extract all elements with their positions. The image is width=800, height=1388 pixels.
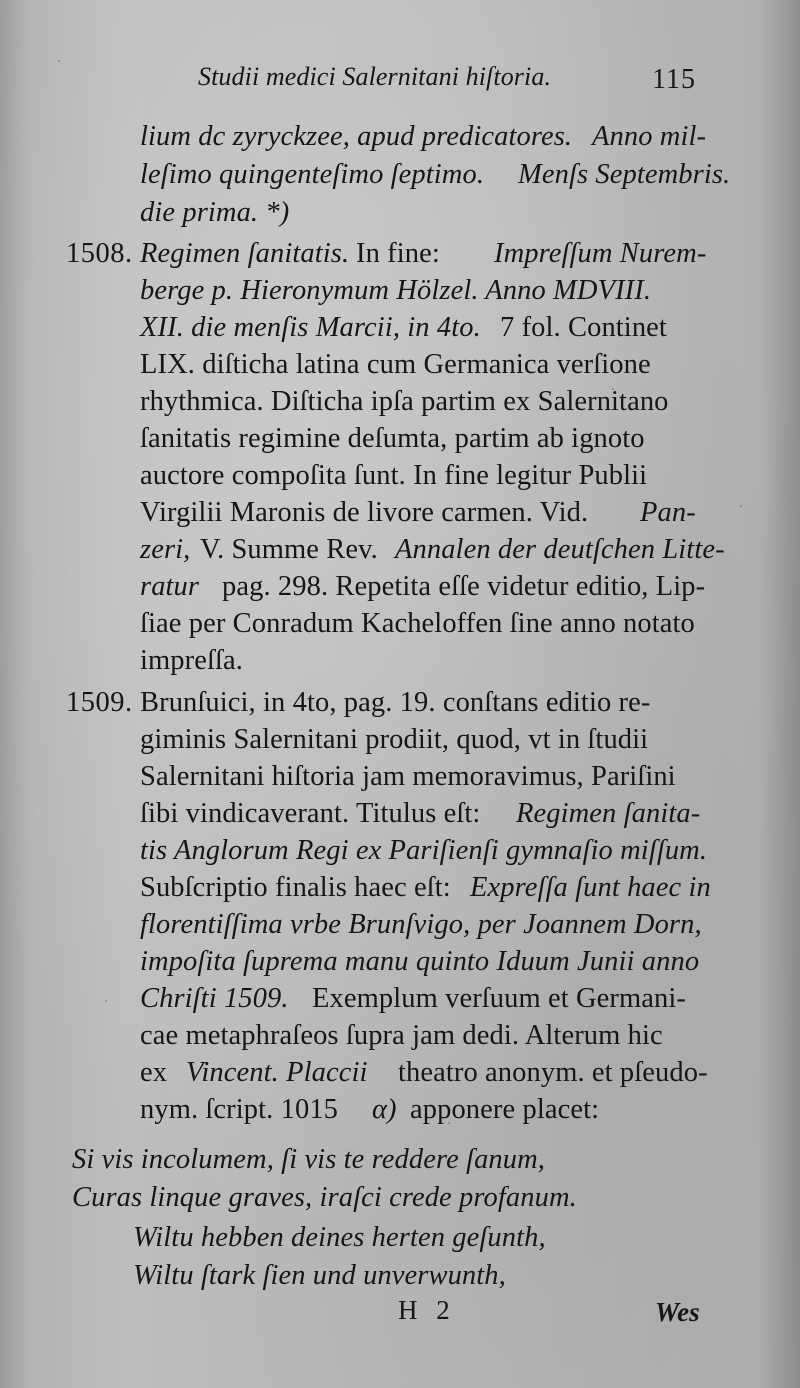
text-line: Brunſuici, in 4to, pag. 19. conſtans editio re- [140, 687, 651, 718]
text-line: Anno mil- [592, 121, 707, 152]
text-line: Virgilii Maronis de livore carmen. Vid. [140, 497, 589, 528]
text-line: Menſs Septembris. [518, 159, 731, 190]
running-title: Studii medici Salernitani hiſtoria. [198, 62, 552, 91]
paper-speck [740, 505, 742, 507]
verse-line: Si vis incolumem, ſi vis te reddere ſanum, [72, 1144, 546, 1175]
text-line: In fine: [356, 238, 440, 269]
text-line: ſanitatis regimine deſumta, partim ab ignoto [140, 423, 645, 454]
text-line: 7 fol. Continet [500, 312, 667, 343]
text-line: giminis Salernitani prodiit, quod, vt in ſtudii [140, 724, 649, 755]
text-line: Vincent. Placcii [186, 1057, 368, 1088]
entry-year: 1509. [66, 687, 133, 718]
verse-line: Wiltu hebben deines herten geſunth, [133, 1222, 546, 1253]
text-line: Regimen ſanitatis. [140, 238, 350, 269]
catchword: Wes [655, 1297, 700, 1327]
paper-speck [105, 1000, 107, 1002]
text-line: ex [140, 1057, 168, 1088]
text-line: Pan- [640, 497, 696, 528]
paper-speck [58, 60, 60, 62]
text-line: Impreſſum Nurem- [494, 238, 707, 269]
text-line: lium dc zyryckzee, apud predicatores. [140, 121, 573, 152]
text-line: florentiſſima vrbe Brunſvigo, per Joannem Dorn, [140, 909, 702, 940]
text-line: auctore compoſita ſunt. In fine legitur Publii [140, 460, 648, 491]
verse-line: Wiltu ſtark ſien und unverwunth, [133, 1260, 506, 1291]
text-line: die prima. *) [140, 197, 290, 228]
text-line: leſimo quingenteſimo ſeptimo. [140, 159, 485, 190]
text-line: Expreſſa ſunt haec in [470, 872, 711, 903]
verse-line: Curas linque graves, iraſci crede profanum. [72, 1182, 577, 1213]
text-line: Annalen der deutſchen Litte- [395, 534, 725, 565]
text-line: impoſita ſuprema manu quinto Iduum Junii anno [140, 946, 700, 977]
text-line: Subſcriptio finalis haec eſt: [140, 872, 451, 903]
text-line: zeri, [140, 534, 191, 565]
text-line: theatro anonym. et pſeudo- [398, 1057, 708, 1088]
text-line: tis Anglorum Regi ex Pariſienſi gymnaſio miſſum. [140, 835, 708, 866]
text-line: rhythmica. Diſticha ipſa partim ex Salernitano [140, 386, 669, 417]
text-line: berge p. Hieronymum Hölzel. Anno MDVIII. [140, 275, 652, 306]
text-line: ratur [140, 571, 200, 602]
text-line: V. Summe Rev. [200, 534, 378, 565]
text-line: Exemplum verſuum et Germani- [312, 983, 686, 1014]
page-number: 115 [652, 64, 696, 95]
text-line: Regimen ſanita- [516, 798, 701, 829]
text-line: ſiae per Conradum Kacheloffen ſine anno notato [140, 608, 695, 639]
text-line: Salernitani hiſtoria jam memoravimus, Pariſini [140, 761, 676, 792]
text-line: Chriſti 1509. [140, 983, 289, 1014]
text-line: pag. 298. Repetita eſſe videtur editio, Lip- [222, 571, 706, 602]
text-line: nym. ſcript. 1015 [140, 1094, 339, 1125]
signature-mark: H 2 [398, 1295, 456, 1325]
text-line: α) [372, 1094, 397, 1125]
entry-year: 1508. [66, 238, 133, 269]
text-line: impreſſa. [140, 645, 243, 676]
text-line: apponere placet: [410, 1094, 600, 1125]
text-line: ſibi vindicaverant. Titulus eſt: [140, 798, 481, 829]
text-line: cae metaphraſeos ſupra jam dedi. Alterum hic [140, 1020, 663, 1051]
text-line: LIX. diſticha latina cum Germanica verſione [140, 349, 651, 380]
text-line: XII. die menſis Marcii, in 4to. [140, 312, 481, 343]
